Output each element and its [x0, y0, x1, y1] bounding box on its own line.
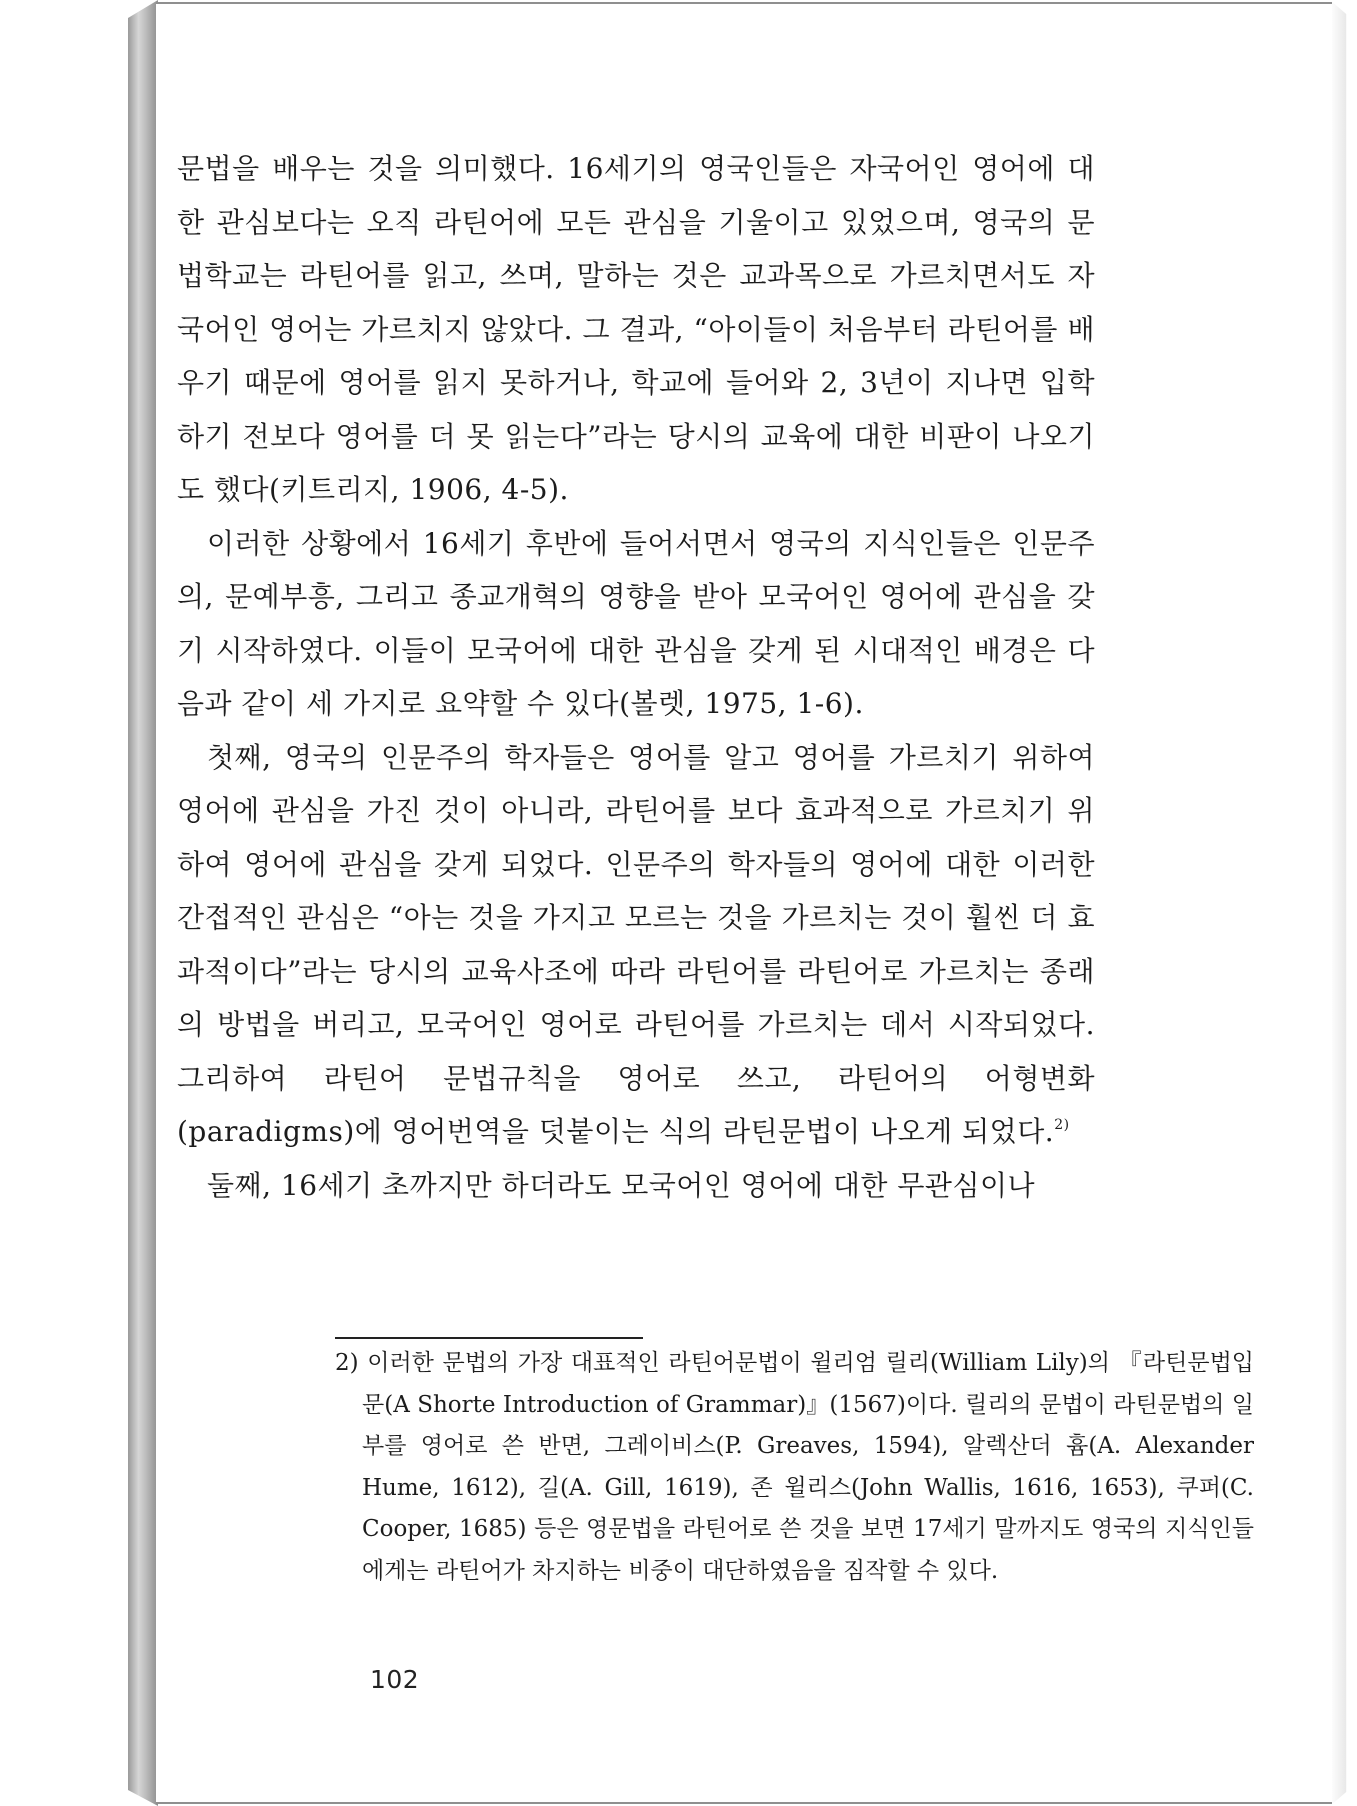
book-spine-edge — [128, 0, 158, 1806]
footnote-marker: 2) — [335, 1350, 359, 1376]
paragraph-3-text: 첫째, 영국의 인문주의 학자들은 영어를 알고 영어를 가르치기 위하여 영어에 관심을 가진 것이 아니라, 라틴어를 보다 효과적으로 가르치기 위하여 영어에 관심을 갖게 되었다. 인문주의 학자들의 영어에 대한 이러한 간접적인 관심은 “아는 것을 가지고 모르는 것을 가르치는 것이 훨씬 더 효과적이다”라는 당시의 교육사조에 따라 라틴어를 라틴어로 가르치는 종래의 방법을 버리고, 모국어인 영어로 라틴어를 가르치는 데서 시작되었다. 그리하여 라틴어 문법규칙을 영어로 쓰고, 라틴어의 어형변화(paradigms)에 영어번역을 덧붙이는 식의 라틴문법이 나오게 되었다. — [177, 740, 1095, 1148]
paragraph-3 — [177, 731, 1095, 1159]
body-text — [177, 142, 1095, 1212]
paragraph-2: 이러한 상황에서 16세기 후반에 들어서면서 영국의 지식인들은 인문주의, 문예부흥, 그리고 종교개혁의 영향을 받아 모국어인 영어에 관심을 갖기 시작하였다. 이들이 모국어에 대한 관심을 갖게 된 시대적인 배경은 다음과 같이 세 가지로 요약할 수 있다(볼렛, 1975, 1-6). — [177, 526, 1095, 720]
footnote-text: 이러한 문법의 가장 대표적인 라틴어문법이 윌리엄 릴리(William Lily)의 『라틴문법입문(A Shorte Introduction of Grammar)』(1567)이다. 릴리의 문법이 라틴문법의 일부를 영어로 쓴 반면, 그레이비스(P. Greaves, 1594), 알렉산더 흄(A. Alexander Hume, 1612), 길(A. Gill, 1619), 존 윌리스(John Wallis, 1616, 1653), 쿠퍼(C. Cooper, 1685) 등은 영문법을 라틴어로 쓴 것을 보면 17세기 말까지도 영국의 지식인들에게는 라틴어가 차지하는 비중이 대단하였음을 짐작할 수 있다. — [362, 1350, 1255, 1584]
footnote-reference[interactable]: 2) — [1054, 1116, 1070, 1133]
paragraph-4: 둘째, 16세기 초까지만 하더라도 모국어인 영어에 대한 무관심이나 — [207, 1168, 1036, 1202]
page-number: 102 — [370, 1665, 420, 1694]
footnote-divider — [335, 1337, 643, 1339]
page-right-edge — [1330, 0, 1357, 1806]
footnote — [335, 1343, 1255, 1592]
paragraph-1: 문법을 배우는 것을 의미했다. 16세기의 영국인들은 자국어인 영어에 대한 관심보다는 오직 라틴어에 모든 관심을 기울이고 있었으며, 영국의 문법학교는 라틴어를 읽고, 쓰며, 말하는 것은 교과목으로 가르치면서도 자국어인 영어는 가르치지 않았다. 그 결과, “아이들이 처음부터 라틴어를 배우기 때문에 영어를 읽지 못하거나, 학교에 들어와 2, 3년이 지나면 입학하기 전보다 영어를 더 못 읽는다”라는 당시의 교육에 대한 비판이 나오기도 했다(키트리지, 1906, 4-5). — [177, 152, 1095, 506]
